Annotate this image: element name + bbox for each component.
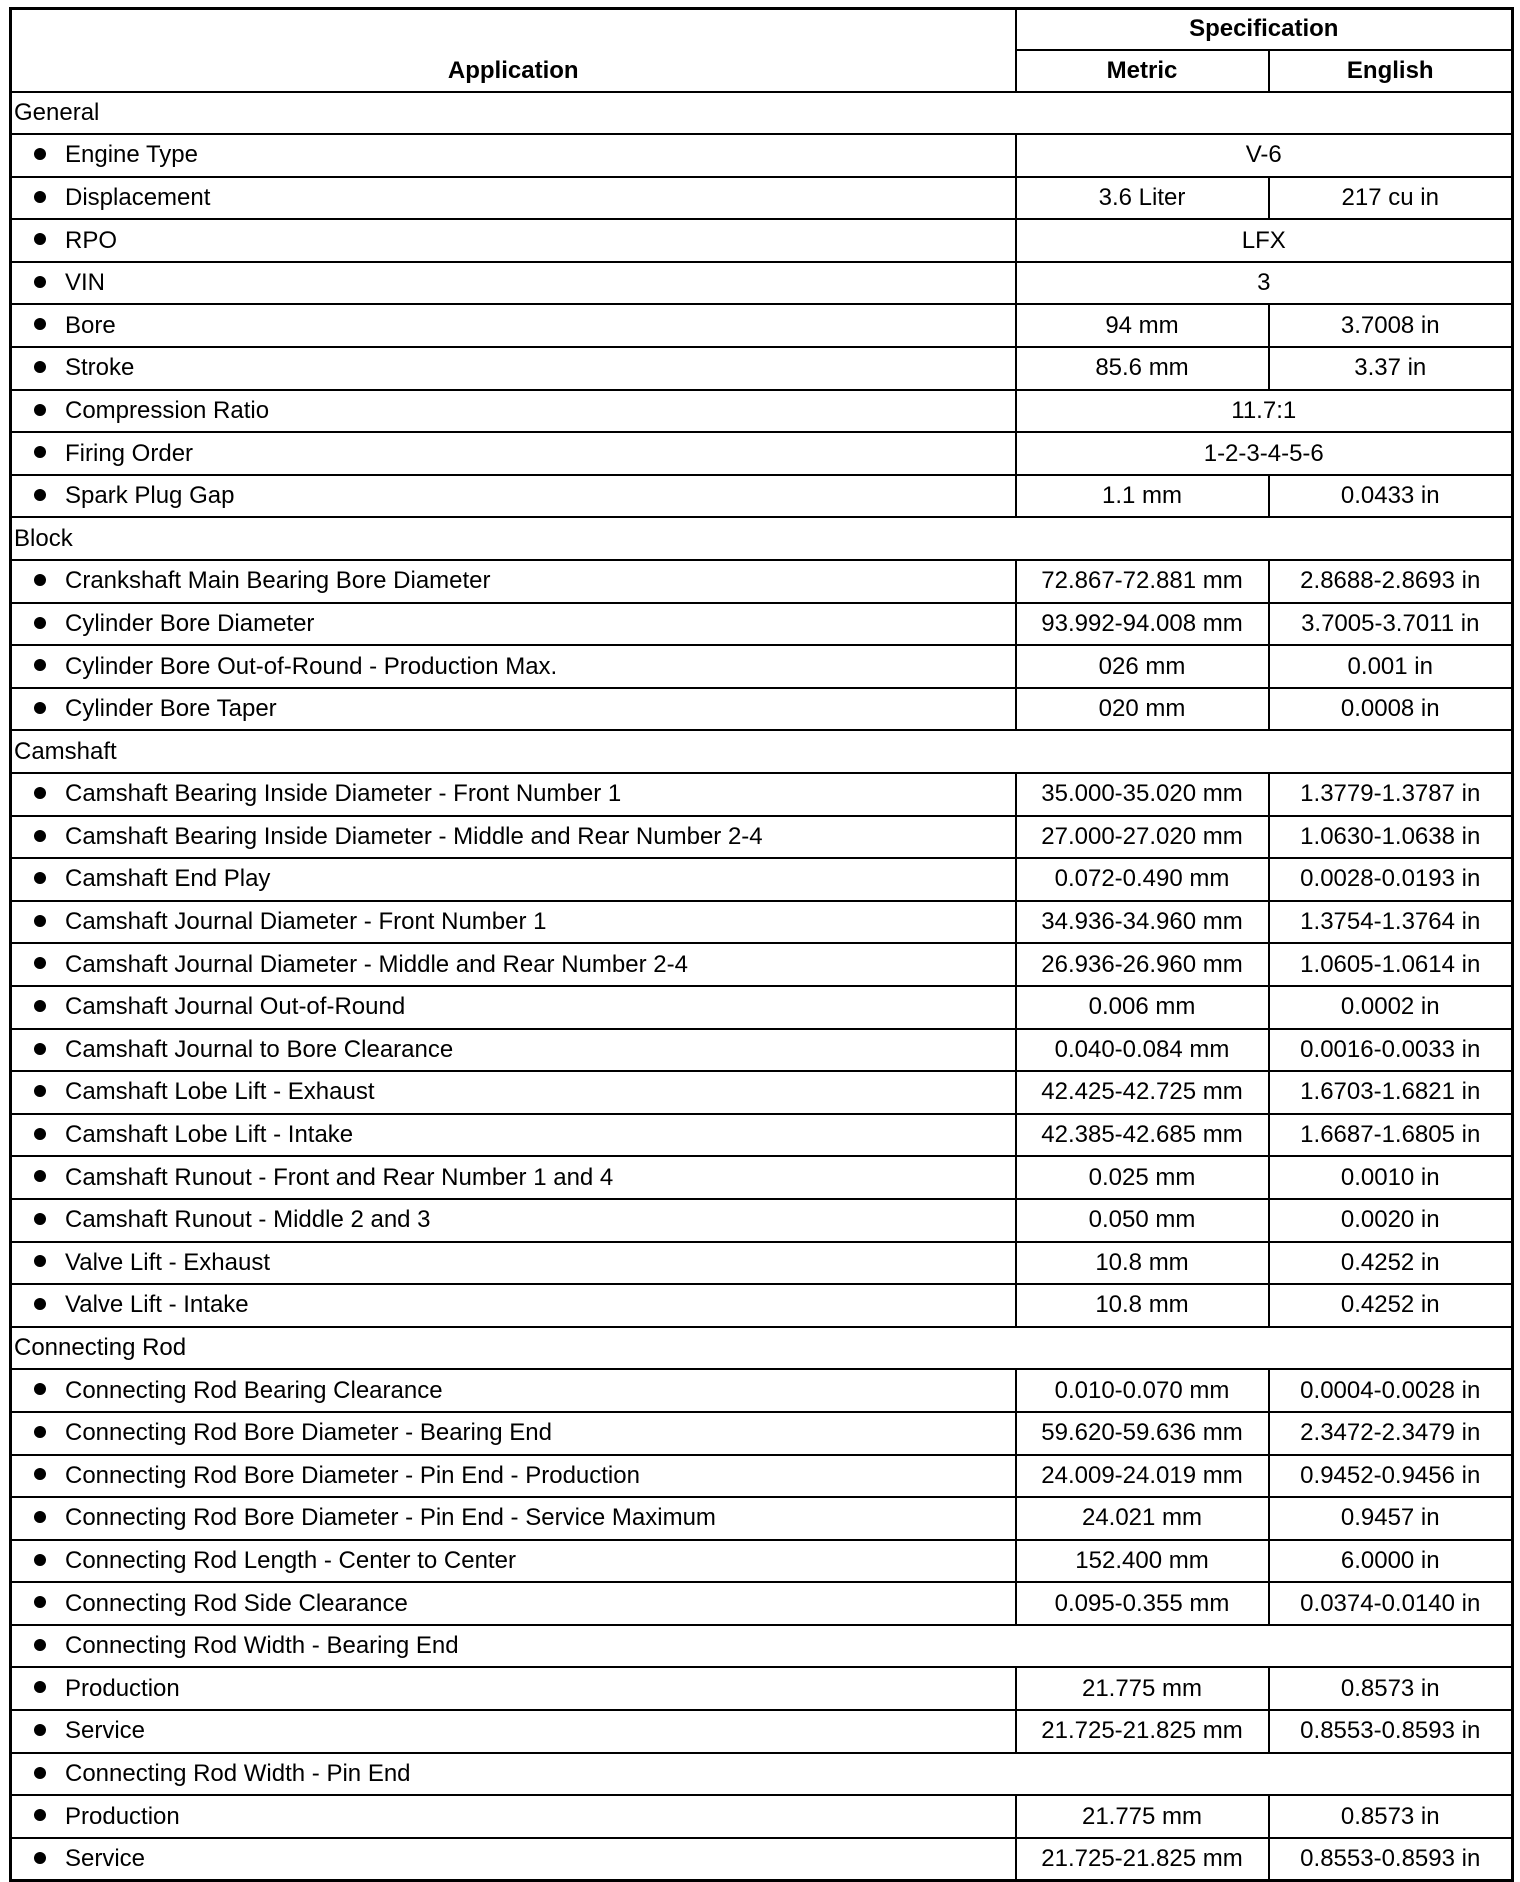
metric-value-cell: 21.775 mm bbox=[1016, 1795, 1269, 1838]
english-value-cell: 1.6703-1.6821 in bbox=[1269, 1071, 1513, 1114]
bullet-icon bbox=[34, 404, 46, 416]
bullet-icon bbox=[34, 617, 46, 629]
application-label: Camshaft Journal to Bore Clearance bbox=[65, 1035, 454, 1063]
bullet-icon bbox=[34, 659, 46, 671]
metric-value-cell: 26.936-26.960 mm bbox=[1016, 943, 1269, 986]
bullet-icon bbox=[34, 1298, 46, 1310]
application-cell bbox=[11, 858, 1016, 901]
metric-value-cell: 21.725-21.825 mm bbox=[1016, 1838, 1269, 1881]
bullet-icon bbox=[34, 1085, 46, 1097]
english-value-cell: 1.6687-1.6805 in bbox=[1269, 1114, 1513, 1157]
section-title: Connecting Rod bbox=[11, 1327, 1513, 1370]
table-row bbox=[11, 1412, 1513, 1455]
metric-value-cell: 85.6 mm bbox=[1016, 347, 1269, 390]
section-title: Block bbox=[11, 517, 1513, 560]
application-label: Valve Lift - Intake bbox=[65, 1291, 249, 1319]
table-row bbox=[11, 1029, 1513, 1072]
table-row bbox=[11, 688, 1513, 731]
metric-value-cell: 24.021 mm bbox=[1016, 1497, 1269, 1540]
table-header bbox=[11, 9, 1513, 92]
english-value-cell: 0.4252 in bbox=[1269, 1242, 1513, 1285]
application-cell bbox=[11, 1156, 1016, 1199]
application-cell bbox=[11, 986, 1016, 1029]
bullet-icon bbox=[34, 574, 46, 586]
bullet-icon bbox=[34, 1128, 46, 1140]
application-label: Cylinder Bore Taper bbox=[65, 695, 277, 723]
table-row bbox=[11, 1795, 1513, 1838]
application-label: Camshaft Bearing Inside Diameter - Middle and Rear Number 2-4 bbox=[65, 822, 763, 850]
spec-value-cell: 1-2-3-4-5-6 bbox=[1016, 432, 1513, 475]
table-row bbox=[11, 390, 1513, 433]
application-label: RPO bbox=[65, 226, 118, 254]
application-label: Camshaft Journal Diameter - Middle and Rear Number 2-4 bbox=[65, 950, 688, 978]
english-value-cell: 0.9452-0.9456 in bbox=[1269, 1455, 1513, 1498]
table-row bbox=[11, 1199, 1513, 1242]
english-value-cell: 3.7008 in bbox=[1269, 304, 1513, 347]
application-cell bbox=[11, 1753, 1513, 1796]
application-cell bbox=[11, 901, 1016, 944]
metric-value-cell: 0.050 mm bbox=[1016, 1199, 1269, 1242]
bullet-icon bbox=[34, 1554, 46, 1566]
application-cell bbox=[11, 304, 1016, 347]
application-cell bbox=[11, 1625, 1513, 1668]
table-row bbox=[11, 1242, 1513, 1285]
table-row bbox=[11, 1284, 1513, 1327]
table-row bbox=[11, 1667, 1513, 1710]
table-row bbox=[11, 901, 1513, 944]
application-cell bbox=[11, 688, 1016, 731]
english-value-cell: 1.0605-1.0614 in bbox=[1269, 943, 1513, 986]
application-label: Stroke bbox=[65, 354, 135, 382]
english-value-cell: 0.8553-0.8593 in bbox=[1269, 1710, 1513, 1753]
section-row bbox=[11, 1327, 1513, 1370]
metric-value-cell: 3.6 Liter bbox=[1016, 177, 1269, 220]
metric-value-cell: 0.010-0.070 mm bbox=[1016, 1369, 1269, 1412]
metric-value-cell: 59.620-59.636 mm bbox=[1016, 1412, 1269, 1455]
application-label: Connecting Rod Width - Pin End bbox=[65, 1759, 411, 1787]
table-row bbox=[11, 986, 1513, 1029]
application-cell bbox=[11, 1667, 1016, 1710]
table-row bbox=[11, 1710, 1513, 1753]
application-cell bbox=[11, 475, 1016, 518]
bullet-icon bbox=[34, 915, 46, 927]
spec-value-cell: 3 bbox=[1016, 262, 1513, 305]
english-value-cell: 2.8688-2.8693 in bbox=[1269, 560, 1513, 603]
bullet-icon bbox=[34, 1043, 46, 1055]
metric-value-cell: 72.867-72.881 mm bbox=[1016, 560, 1269, 603]
application-label: Connecting Rod Width - Bearing End bbox=[65, 1632, 459, 1660]
metric-value-cell: 24.009-24.019 mm bbox=[1016, 1455, 1269, 1498]
application-cell bbox=[11, 134, 1016, 177]
bullet-icon bbox=[34, 233, 46, 245]
application-label: Camshaft Runout - Middle 2 and 3 bbox=[65, 1206, 431, 1234]
application-label: Engine Type bbox=[65, 141, 198, 169]
bullet-icon bbox=[34, 1170, 46, 1182]
application-cell bbox=[11, 390, 1016, 433]
english-value-cell: 2.3472-2.3479 in bbox=[1269, 1412, 1513, 1455]
english-value-cell: 0.0433 in bbox=[1269, 475, 1513, 518]
application-label: Camshaft Bearing Inside Diameter - Front Number 1 bbox=[65, 780, 622, 808]
english-value-cell: 1.3754-1.3764 in bbox=[1269, 901, 1513, 944]
metric-value-cell: 026 mm bbox=[1016, 645, 1269, 688]
subheading-row bbox=[11, 1753, 1513, 1796]
application-header: Application bbox=[11, 9, 1016, 92]
bullet-icon bbox=[34, 1639, 46, 1651]
spec-value-cell: V-6 bbox=[1016, 134, 1513, 177]
application-cell bbox=[11, 219, 1016, 262]
application-cell bbox=[11, 1071, 1016, 1114]
bullet-icon bbox=[34, 276, 46, 288]
english-value-cell: 0.0016-0.0033 in bbox=[1269, 1029, 1513, 1072]
metric-value-cell: 94 mm bbox=[1016, 304, 1269, 347]
specification-header: Specification bbox=[1016, 9, 1513, 50]
table-row bbox=[11, 1582, 1513, 1625]
application-cell bbox=[11, 432, 1016, 475]
table-row bbox=[11, 1838, 1513, 1881]
bullet-icon bbox=[34, 1000, 46, 1012]
table-row bbox=[11, 1497, 1513, 1540]
english-value-cell: 0.001 in bbox=[1269, 645, 1513, 688]
application-cell bbox=[11, 1582, 1016, 1625]
metric-value-cell: 21.725-21.825 mm bbox=[1016, 1710, 1269, 1753]
english-value-cell: 0.8573 in bbox=[1269, 1795, 1513, 1838]
spec-value-cell: 11.7:1 bbox=[1016, 390, 1513, 433]
english-value-cell: 0.0020 in bbox=[1269, 1199, 1513, 1242]
bullet-icon bbox=[34, 1724, 46, 1736]
table-row bbox=[11, 475, 1513, 518]
metric-value-cell: 0.040-0.084 mm bbox=[1016, 1029, 1269, 1072]
bullet-icon bbox=[34, 489, 46, 501]
application-cell bbox=[11, 1284, 1016, 1327]
section-row bbox=[11, 92, 1513, 135]
section-row bbox=[11, 517, 1513, 560]
table-row bbox=[11, 560, 1513, 603]
bullet-icon bbox=[34, 1468, 46, 1480]
bullet-icon bbox=[34, 1767, 46, 1779]
application-label: Production bbox=[65, 1802, 180, 1830]
application-label: Camshaft Journal Diameter - Front Number 1 bbox=[65, 908, 547, 936]
table-row bbox=[11, 1540, 1513, 1583]
application-cell bbox=[11, 1369, 1016, 1412]
application-cell bbox=[11, 1497, 1016, 1540]
bullet-icon bbox=[34, 1255, 46, 1267]
metric-header: Metric bbox=[1016, 50, 1269, 92]
application-cell bbox=[11, 603, 1016, 646]
bullet-icon bbox=[34, 1213, 46, 1225]
spec-sheet bbox=[9, 7, 1511, 1871]
bullet-icon bbox=[34, 1426, 46, 1438]
metric-value-cell: 10.8 mm bbox=[1016, 1242, 1269, 1285]
english-value-cell: 0.0028-0.0193 in bbox=[1269, 858, 1513, 901]
application-cell bbox=[11, 1795, 1016, 1838]
metric-value-cell: 34.936-34.960 mm bbox=[1016, 901, 1269, 944]
table-row bbox=[11, 1369, 1513, 1412]
metric-value-cell: 42.385-42.685 mm bbox=[1016, 1114, 1269, 1157]
bullet-icon bbox=[34, 1809, 46, 1821]
application-label: Cylinder Bore Out-of-Round - Production Max. bbox=[65, 652, 558, 680]
english-value-cell: 3.37 in bbox=[1269, 347, 1513, 390]
table-row bbox=[11, 1071, 1513, 1114]
english-header: English bbox=[1269, 50, 1513, 92]
bullet-icon bbox=[34, 872, 46, 884]
application-label: Service bbox=[65, 1844, 146, 1872]
metric-value-cell: 10.8 mm bbox=[1016, 1284, 1269, 1327]
table-row bbox=[11, 773, 1513, 816]
table-row bbox=[11, 134, 1513, 177]
metric-value-cell: 1.1 mm bbox=[1016, 475, 1269, 518]
application-cell bbox=[11, 1412, 1016, 1455]
section-title: Camshaft bbox=[11, 730, 1513, 773]
bullet-icon bbox=[34, 148, 46, 160]
table-row bbox=[11, 943, 1513, 986]
table-row bbox=[11, 816, 1513, 859]
table-row bbox=[11, 304, 1513, 347]
application-label: Service bbox=[65, 1717, 146, 1745]
application-label: Bore bbox=[65, 311, 116, 339]
bullet-icon bbox=[34, 830, 46, 842]
subheading-row bbox=[11, 1625, 1513, 1668]
table-row bbox=[11, 603, 1513, 646]
application-cell bbox=[11, 1710, 1016, 1753]
application-label: Connecting Rod Bore Diameter - Bearing End bbox=[65, 1419, 552, 1447]
application-cell bbox=[11, 1455, 1016, 1498]
table-row bbox=[11, 219, 1513, 262]
table-row bbox=[11, 262, 1513, 305]
table-row bbox=[11, 858, 1513, 901]
application-label: Camshaft Lobe Lift - Exhaust bbox=[65, 1078, 375, 1106]
table-row bbox=[11, 1156, 1513, 1199]
application-cell bbox=[11, 347, 1016, 390]
application-label: Connecting Rod Bearing Clearance bbox=[65, 1376, 443, 1404]
bullet-icon bbox=[34, 1681, 46, 1693]
table-row bbox=[11, 1455, 1513, 1498]
application-cell bbox=[11, 1540, 1016, 1583]
metric-value-cell: 21.775 mm bbox=[1016, 1667, 1269, 1710]
bullet-icon bbox=[34, 702, 46, 714]
metric-value-cell: 0.006 mm bbox=[1016, 986, 1269, 1029]
english-value-cell: 0.8573 in bbox=[1269, 1667, 1513, 1710]
table-row bbox=[11, 432, 1513, 475]
bullet-icon bbox=[34, 957, 46, 969]
application-label: Connecting Rod Bore Diameter - Pin End - Service Maximum bbox=[65, 1504, 716, 1532]
table-row bbox=[11, 177, 1513, 220]
table-body bbox=[11, 92, 1513, 1881]
bullet-icon bbox=[34, 361, 46, 373]
metric-value-cell: 020 mm bbox=[1016, 688, 1269, 731]
bullet-icon bbox=[34, 191, 46, 203]
english-value-cell: 0.9457 in bbox=[1269, 1497, 1513, 1540]
english-value-cell: 0.0010 in bbox=[1269, 1156, 1513, 1199]
application-label: Firing Order bbox=[65, 439, 194, 467]
application-cell bbox=[11, 1114, 1016, 1157]
english-value-cell: 0.8553-0.8593 in bbox=[1269, 1838, 1513, 1881]
application-label: Cylinder Bore Diameter bbox=[65, 609, 315, 637]
english-value-cell: 0.0004-0.0028 in bbox=[1269, 1369, 1513, 1412]
table-row bbox=[11, 1114, 1513, 1157]
metric-value-cell: 93.992-94.008 mm bbox=[1016, 603, 1269, 646]
section-row bbox=[11, 730, 1513, 773]
bullet-icon bbox=[34, 318, 46, 330]
metric-value-cell: 0.025 mm bbox=[1016, 1156, 1269, 1199]
table-row bbox=[11, 645, 1513, 688]
table-row bbox=[11, 347, 1513, 390]
application-label: Production bbox=[65, 1674, 180, 1702]
english-value-cell: 0.4252 in bbox=[1269, 1284, 1513, 1327]
bullet-icon bbox=[34, 1511, 46, 1523]
application-label: Crankshaft Main Bearing Bore Diameter bbox=[65, 567, 491, 595]
application-cell bbox=[11, 773, 1016, 816]
english-value-cell: 1.3779-1.3787 in bbox=[1269, 773, 1513, 816]
metric-value-cell: 27.000-27.020 mm bbox=[1016, 816, 1269, 859]
bullet-icon bbox=[34, 787, 46, 799]
english-value-cell: 1.0630-1.0638 in bbox=[1269, 816, 1513, 859]
application-label: VIN bbox=[65, 269, 106, 297]
english-value-cell: 0.0008 in bbox=[1269, 688, 1513, 731]
bullet-icon bbox=[34, 1383, 46, 1395]
application-cell bbox=[11, 560, 1016, 603]
application-cell bbox=[11, 262, 1016, 305]
application-label: Connecting Rod Length - Center to Center bbox=[65, 1546, 516, 1574]
bullet-icon bbox=[34, 1852, 46, 1864]
metric-value-cell: 0.095-0.355 mm bbox=[1016, 1582, 1269, 1625]
english-value-cell: 0.0002 in bbox=[1269, 986, 1513, 1029]
application-label: Camshaft Runout - Front and Rear Number 1 and 4 bbox=[65, 1163, 614, 1191]
application-label: Compression Ratio bbox=[65, 396, 270, 424]
application-cell bbox=[11, 645, 1016, 688]
application-label: Camshaft End Play bbox=[65, 865, 271, 893]
section-title: General bbox=[11, 92, 1513, 135]
english-value-cell: 3.7005-3.7011 in bbox=[1269, 603, 1513, 646]
metric-value-cell: 152.400 mm bbox=[1016, 1540, 1269, 1583]
application-cell bbox=[11, 816, 1016, 859]
application-label: Camshaft Lobe Lift - Intake bbox=[65, 1121, 354, 1149]
application-cell bbox=[11, 177, 1016, 220]
application-label: Valve Lift - Exhaust bbox=[65, 1248, 270, 1276]
application-cell bbox=[11, 1199, 1016, 1242]
specification-table bbox=[9, 7, 1514, 1882]
application-label: Connecting Rod Side Clearance bbox=[65, 1589, 408, 1617]
english-value-cell: 217 cu in bbox=[1269, 177, 1513, 220]
application-cell bbox=[11, 943, 1016, 986]
application-cell bbox=[11, 1838, 1016, 1881]
metric-value-cell: 35.000-35.020 mm bbox=[1016, 773, 1269, 816]
application-cell bbox=[11, 1242, 1016, 1285]
bullet-icon bbox=[34, 446, 46, 458]
application-label: Camshaft Journal Out-of-Round bbox=[65, 993, 406, 1021]
bullet-icon bbox=[34, 1596, 46, 1608]
metric-value-cell: 0.072-0.490 mm bbox=[1016, 858, 1269, 901]
spec-value-cell: LFX bbox=[1016, 219, 1513, 262]
english-value-cell: 6.0000 in bbox=[1269, 1540, 1513, 1583]
application-label: Connecting Rod Bore Diameter - Pin End - Production bbox=[65, 1461, 640, 1489]
metric-value-cell: 42.425-42.725 mm bbox=[1016, 1071, 1269, 1114]
application-label: Displacement bbox=[65, 183, 211, 211]
english-value-cell: 0.0374-0.0140 in bbox=[1269, 1582, 1513, 1625]
application-cell bbox=[11, 1029, 1016, 1072]
application-label: Spark Plug Gap bbox=[65, 482, 235, 510]
